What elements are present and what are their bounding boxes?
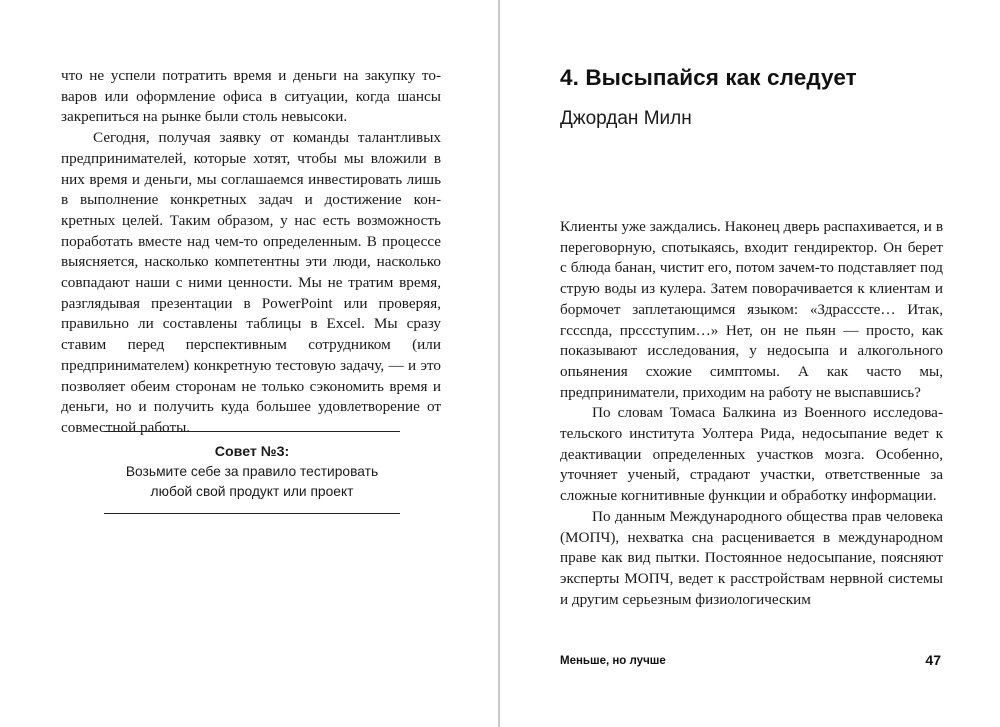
chapter-title: 4. Высыпайся как следует xyxy=(560,65,857,90)
running-footer-title: Меньше, но лучше xyxy=(560,655,666,667)
chapter-author: Джордан Милн xyxy=(560,108,692,129)
right-page-body xyxy=(560,217,943,610)
right-paragraph-1: Клиенты уже заждались. Наконец дверь распахивается, и в переговорную, спотыкаясь, входит гендиректор. Он берет с блюда банан, чистит его, потом зачем-то подставляет под струю воды из кулера. Затем поворачивается к клиентам и бормочет заплетающимся языком: «Здрассcте… Итак, гсссnда, прссступим…» Нет, он не пьян — просто, как показывают исследования, у недосыпа и алкогольного опьянения схожие симптомы. А как часто мы, предприниматели, приходим на работу не выспавшись? xyxy=(560,218,943,401)
left-paragraph-2: Сегодня, получая заявку от команды талантливых предпринимателей, которые хотят, чтобы мы вложили в них время и деньги, мы соглашаемся инвестировать лишь в выполнение конкретных задач и достижение конкретных целей. Таким образом, у нас есть возможность поработать вместе над чем-то определенным. В процессе выясняется, насколько компетентны эти люди, насколько совпадают наши с ними ценности. Мы не тратим время, разглядывая презентации в PowerPoint или проверяя, правильно ли составлены таблицы в Excel. Мы сразу ставим перед перспективным сотрудником (или предпринимателем) конкретную тестовую задачу, — и это позволяет обеим сторонам не только сэкономить время и деньги, но и получить куда большее удовлетворение от совместной работы. xyxy=(61,129,441,436)
left-page xyxy=(0,0,498,727)
tip-content xyxy=(104,432,400,513)
right-paragraph-2: По словам Томаса Балкина из Военного исследовательского института Уолтера Рида, недосыпание ведет к деактивации определенных участков мозга. Особенно, уточняет ученый, страдают участки, ответственные за сложные когнитивные функции и обработку информации. xyxy=(560,404,943,505)
right-paragraph-3: По данным Международного общества прав человека (МОПЧ), нехватка сна расценивается в международном праве как вид пытки. Постоянное недосыпание, поясняют эксперты МОПЧ, ведет к расстройствам нервной системы и другим серьезным физиологическим xyxy=(560,507,943,608)
right-page xyxy=(500,0,1000,727)
left-paragraph-1: что не успели потратить время и деньги на закупку товаров или оформление офиса в ситуации, когда шансы закрепиться на рынке были столь невысоки. xyxy=(61,67,441,126)
page-number: 47 xyxy=(925,652,941,668)
tip-box xyxy=(104,431,400,514)
tip-title: Совет №3: xyxy=(214,444,290,460)
tip-text-line-2: любой свой продукт или проект xyxy=(150,484,354,499)
tip-bottom-rule xyxy=(104,513,400,514)
tip-text-line-1: Возьмите себе за правило тестировать xyxy=(125,464,379,479)
left-page-body xyxy=(61,66,441,439)
